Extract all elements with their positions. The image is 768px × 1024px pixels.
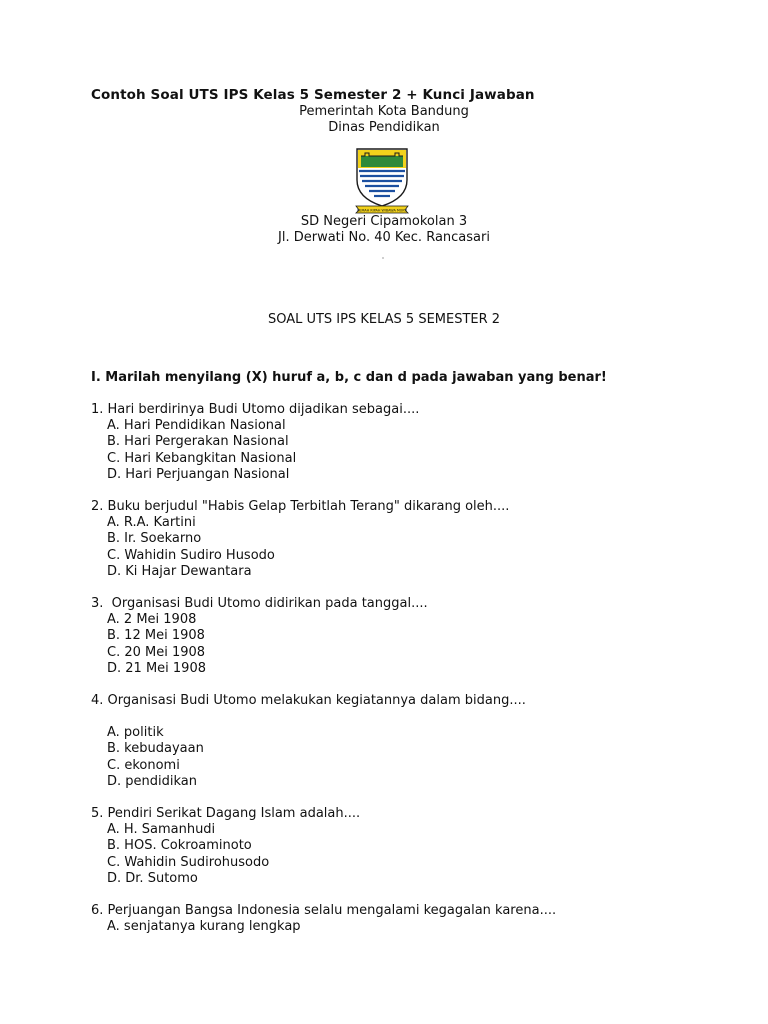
svg-text:GEMAH RIPAH WIBAWA MUKTI: GEMAH RIPAH WIBAWA MUKTI (356, 208, 408, 213)
question-item (91, 693, 711, 790)
question-item (91, 806, 711, 887)
question-item (91, 402, 711, 483)
answer-option: C. 20 Mei 1908 (107, 644, 206, 660)
spacer (91, 709, 711, 725)
answer-option: B. HOS. Cokroaminoto (107, 838, 252, 854)
question-text: 3. Organisasi Budi Utomo didirikan pada tanggal.... (91, 596, 428, 612)
question-text: 5. Pendiri Serikat Dagang Islam adalah.... (91, 806, 361, 822)
answer-option: D. 21 Mei 1908 (107, 660, 206, 676)
department-name: Dinas Pendidikan (328, 120, 440, 135)
answer-option: A. politik (107, 725, 164, 741)
school-name: SD Negeri Cipamokolan 3 (300, 214, 468, 229)
answer-option: A. R.A. Kartini (107, 515, 196, 531)
answer-option: B. kebudayaan (107, 741, 204, 757)
question-list (91, 402, 711, 951)
answer-option: A. Hari Pendidikan Nasional (107, 418, 286, 434)
answer-option: A. senjatanya kurang lengkap (107, 919, 301, 935)
school-address: Jl. Derwati No. 40 Kec. Rancasari (278, 230, 490, 245)
answer-option: B. Hari Pergerakan Nasional (107, 434, 289, 450)
question-item (91, 499, 711, 580)
stray-mark (382, 257, 384, 259)
answer-option: D. Ki Hajar Dewantara (107, 563, 252, 579)
document-title: Contoh Soal UTS IPS Kelas 5 Semester 2 + Kunci Jawaban (91, 87, 535, 103)
answer-option: A. H. Samanhudi (107, 822, 216, 838)
answer-option: A. 2 Mei 1908 (107, 612, 197, 628)
answer-option: C. ekonomi (107, 757, 180, 773)
question-text: 4. Organisasi Budi Utomo melakukan kegiatannya dalam bidang.... (91, 693, 526, 709)
answer-option: B. 12 Mei 1908 (107, 628, 205, 644)
question-text: 2. Buku berjudul "Habis Gelap Terbitlah Terang" dikarang oleh.... (91, 499, 510, 515)
answer-option: C. Hari Kebangkitan Nasional (107, 450, 297, 466)
answer-option: C. Wahidin Sudirohusodo (107, 854, 270, 870)
exam-title: SOAL UTS IPS KELAS 5 SEMESTER 2 (267, 312, 501, 327)
answer-option: D. pendidikan (107, 773, 197, 789)
section-instruction: I. Marilah menyilang (X) huruf a, b, c dan d pada jawaban yang benar! (91, 370, 607, 385)
question-text: 6. Perjuangan Bangsa Indonesia selalu mengalami kegagalan karena.... (91, 903, 557, 919)
question-item (91, 596, 711, 677)
bandung-crest-logo (353, 146, 411, 214)
question-item (91, 903, 711, 935)
answer-option: D. Hari Perjuangan Nasional (107, 466, 290, 482)
answer-option: C. Wahidin Sudiro Husodo (107, 547, 275, 563)
answer-option: D. Dr. Sutomo (107, 870, 198, 886)
government-name: Pemerintah Kota Bandung (299, 104, 469, 119)
question-text: 1. Hari berdirinya Budi Utomo dijadikan sebagai.... (91, 402, 420, 417)
answer-option: B. Ir. Soekarno (107, 531, 202, 547)
